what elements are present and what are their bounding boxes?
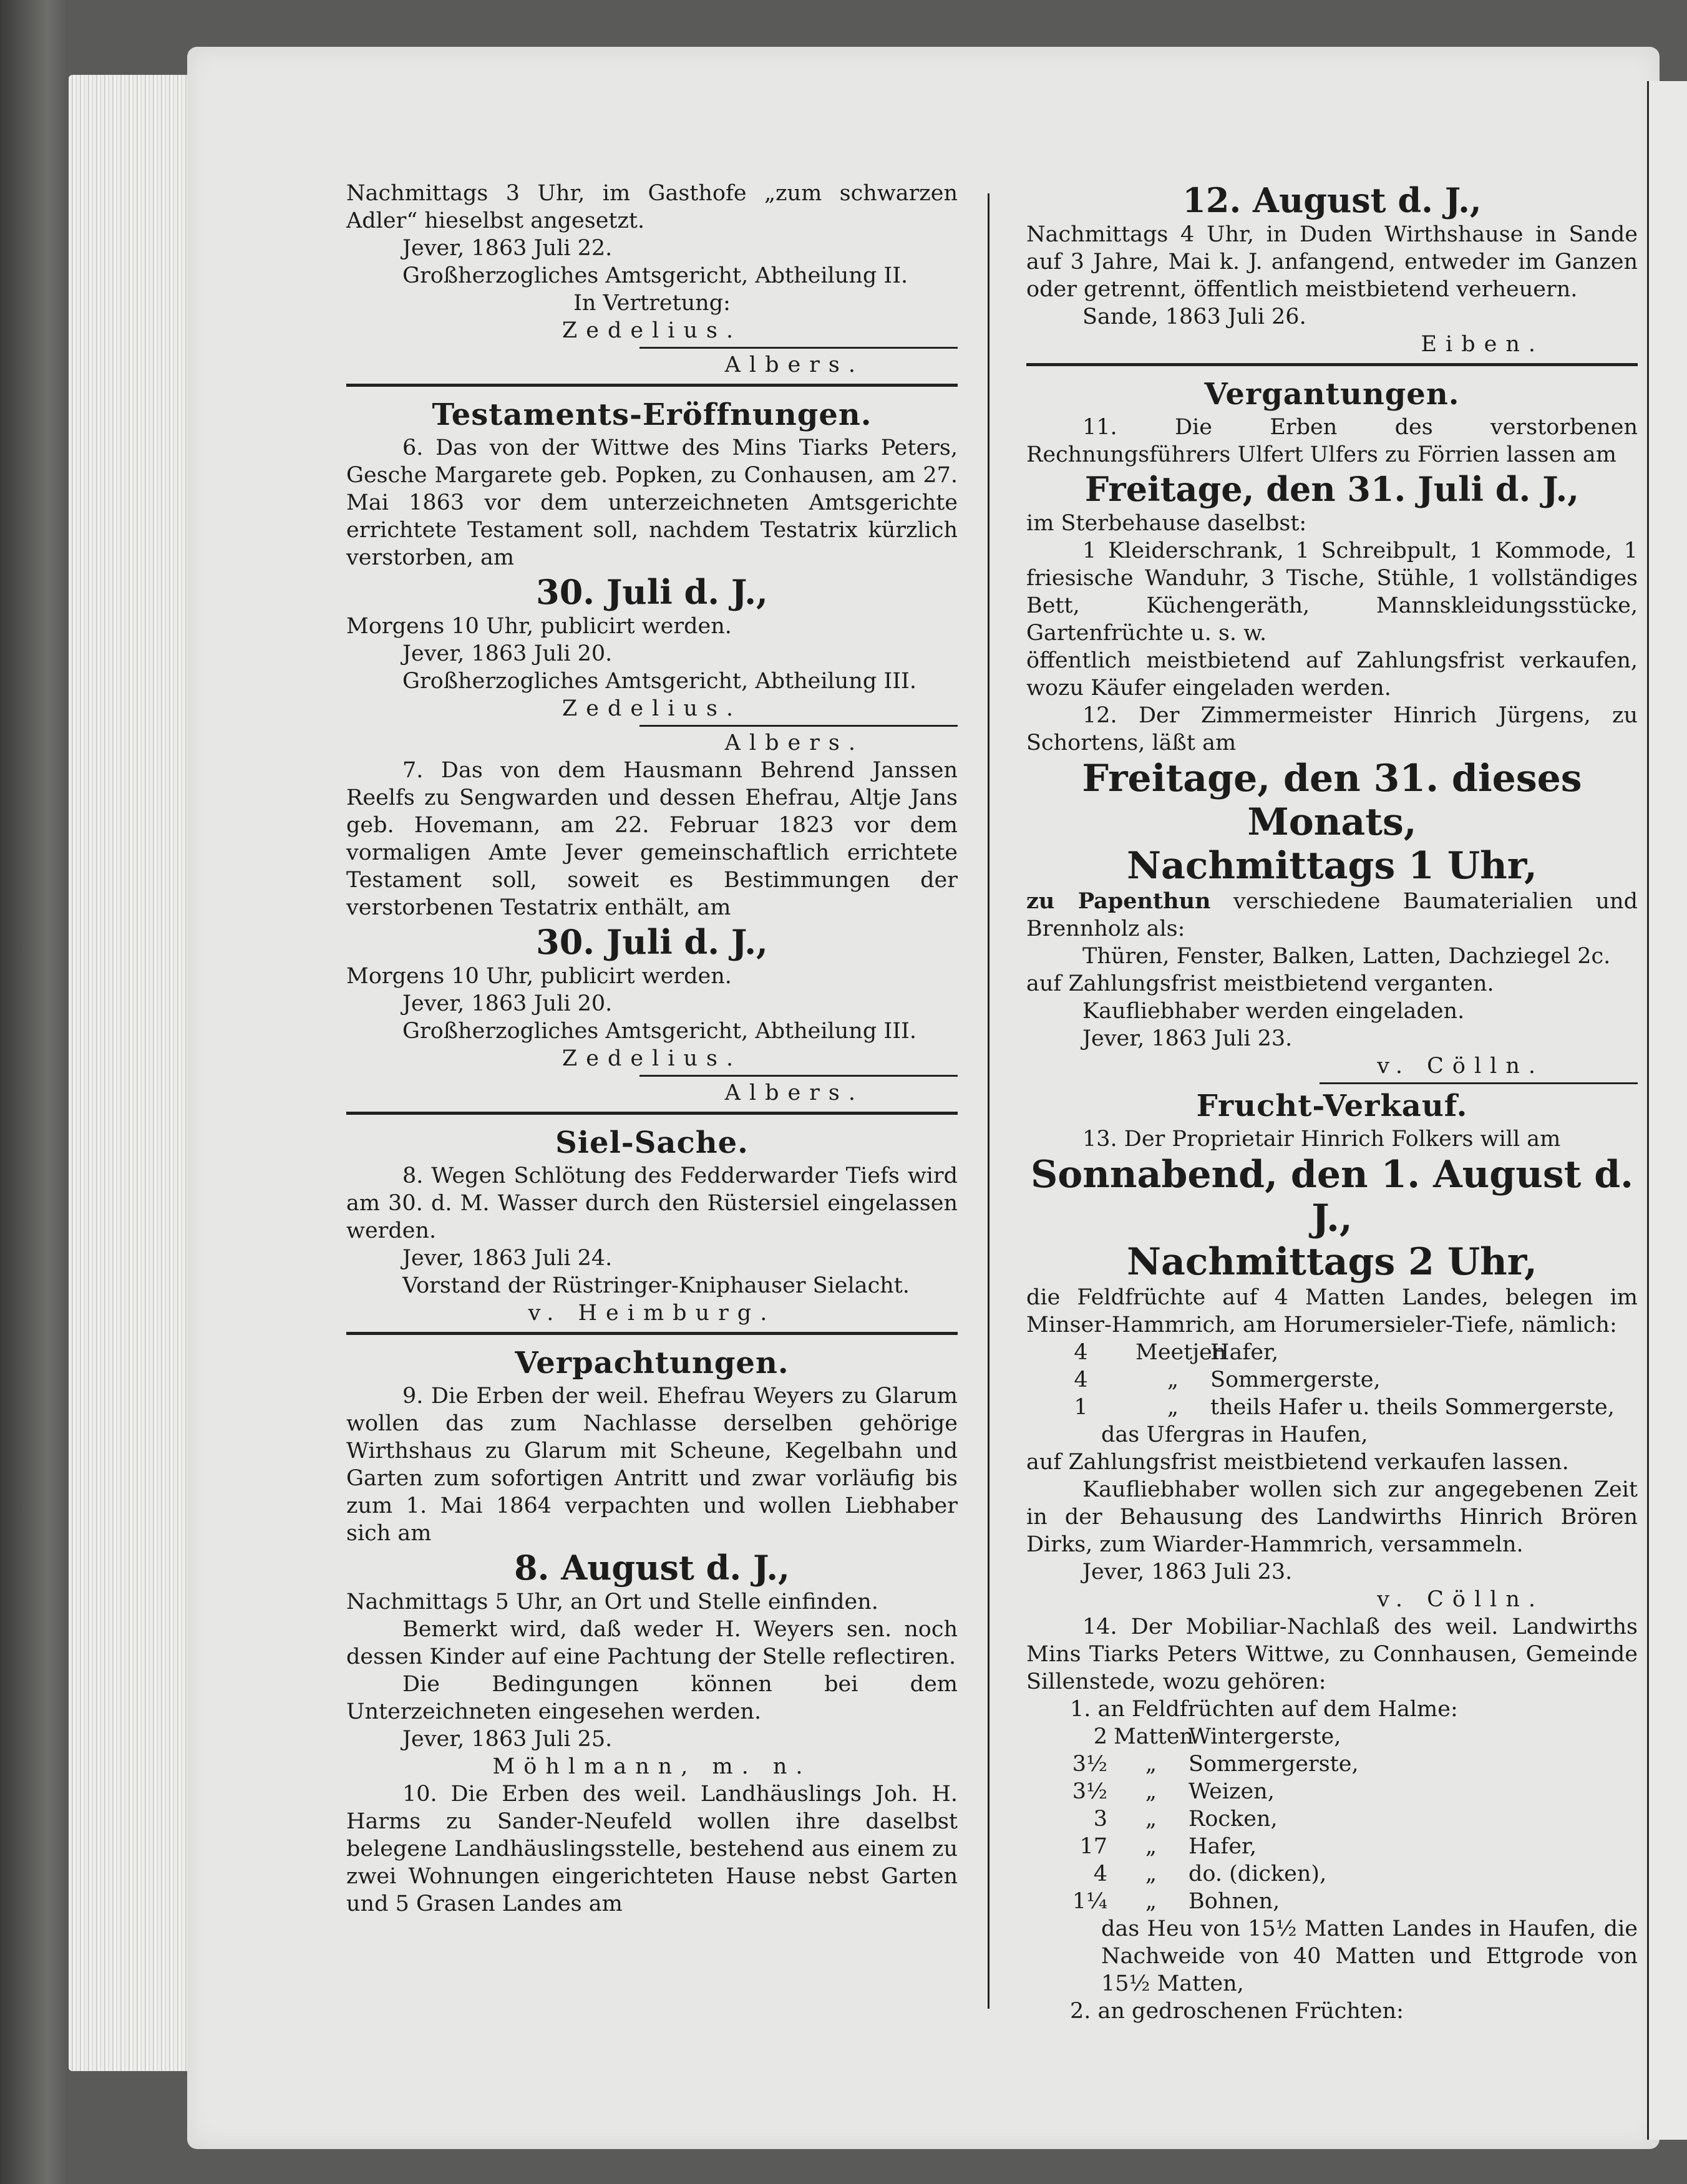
list-text: Sommergerste,: [1210, 1367, 1381, 1392]
list-unit: Meetjen: [1135, 1340, 1227, 1365]
column-divider: [988, 193, 989, 2009]
notice-9-note: Die Bedingungen können bei dem Unterzeichneten eingesehen werden.: [346, 1672, 958, 1724]
notice-14-subheading: 1. an Feldfrüchten auf dem Halme:: [1070, 1697, 1458, 1722]
right-column: [1026, 180, 1638, 2025]
notice-8-text: 8. Wegen Schlötung des Fedderwarder Tiefs wird am 30. d. M. Wasser durch den Rüstersiel eingelassen werden.: [346, 1163, 958, 1243]
dateline: Jever, 1863 Juli 22.: [402, 236, 613, 261]
list-item: [1026, 1723, 1638, 1750]
notice-7-date-display: 30. Juli d. J.,: [536, 922, 768, 962]
notice-14-text: 14. Der Mobiliar-Nachlaß des weil. Landwirths Mins Tiarks Peters Wittwe, zu Connhausen, Gemeinde Sillenstede, wozu gehören:: [1026, 1614, 1638, 1694]
list-item: [1026, 1778, 1638, 1805]
list-qty: 3½: [1072, 1752, 1107, 1777]
list-item: [1026, 1888, 1638, 1915]
dateline: Jever, 1863 Juli 23.: [1082, 1560, 1293, 1585]
list-text: Hafer,: [1210, 1340, 1279, 1365]
signature: Zedelius.: [562, 696, 742, 721]
dateline: Jever, 1863 Juli 20.: [402, 641, 613, 666]
list-text: Wintergerste,: [1189, 1724, 1341, 1749]
notice-12-after: auf Zahlungsfrist meistbietend verganten.: [1026, 971, 1494, 996]
dateline: Jever, 1863 Juli 23.: [1082, 1026, 1293, 1051]
signature: Zedelius.: [562, 1046, 742, 1071]
list-item: [1026, 1750, 1638, 1778]
signature: v. Cölln.: [1377, 1587, 1544, 1612]
signature: Albers.: [724, 730, 864, 755]
notice-11-place: im Sterbehause daselbst:: [1026, 511, 1307, 536]
left-column: [346, 180, 958, 1918]
section-heading-verpachtungen: Verpachtungen.: [515, 1346, 789, 1381]
list-unit: „: [1145, 1807, 1157, 1832]
list-qty: 4: [1074, 1340, 1088, 1365]
notice-9-note: Bemerkt wird, daß weder H. Weyers sen. noch dessen Kinder auf eine Pachtung der Stelle reflectiren.: [346, 1617, 958, 1669]
notice-6-date-display: 30. Juli d. J.,: [536, 572, 768, 612]
notice-12-place-name: zu Papenthun: [1026, 888, 1211, 914]
section-rule: [346, 384, 958, 387]
list-unit: „: [1145, 1779, 1157, 1804]
top-date-display: 12. August d. J.,: [1182, 180, 1482, 220]
dateline: Jever, 1863 Juli 25.: [402, 1727, 613, 1752]
notice-7-time: Morgens 10 Uhr, publicirt werden.: [346, 964, 732, 989]
signature: Zedelius.: [562, 318, 742, 343]
list-unit: „: [1167, 1395, 1179, 1420]
notice-13-date-display: Sonnabend, den 1. August d. J.,: [1030, 1153, 1634, 1240]
section-rule: [346, 1112, 958, 1115]
list-item: [1026, 1339, 1638, 1366]
signature: Albers.: [724, 352, 864, 377]
list-item: [1026, 1860, 1638, 1888]
rule: [639, 1075, 958, 1077]
facing-page-edge: [1647, 81, 1687, 2140]
list-unit: „: [1145, 1861, 1157, 1886]
signature: Albers.: [724, 1080, 864, 1105]
list-qty: 17: [1079, 1834, 1107, 1859]
notice-6-time: Morgens 10 Uhr, publicirt werden.: [346, 614, 732, 639]
court-name: Großherzogliches Amtsgericht, Abtheilung II.: [402, 263, 908, 288]
notice-9-time: Nachmittags 5 Uhr, an Ort und Stelle einfinden.: [346, 1589, 878, 1614]
court-name: Großherzogliches Amtsgericht, Abtheilung III.: [402, 669, 916, 694]
notice-12-text: 12. Der Zimmermeister Hinrich Jürgens, zu Schortens, läßt am: [1026, 703, 1638, 755]
section-rule: [1026, 363, 1638, 366]
continuation-text: Nachmittags 3 Uhr, im Gasthofe „zum schwarzen Adler“ hieselbst angesetzt.: [346, 181, 958, 233]
notice-11-items: 1 Kleiderschrank, 1 Schreibpult, 1 Kommode, 1 friesische Wanduhr, 3 Tische, Stühle, 1 vollständiges Bett, Küchengeräth, Mannskleidungsstücke, Gartenfrüchte u. s. w.: [1026, 538, 1638, 646]
notice-14-subheading: 2. an gedroschenen Früchten:: [1070, 1999, 1404, 2024]
notice-12-items: Thüren, Fenster, Balken, Latten, Dachziegel 2c.: [1082, 944, 1611, 969]
notice-6-text: 6. Das von der Wittwe des Mins Tiarks Peters, Gesche Margarete geb. Popken, zu Conhausen, am 27. Mai 1863 vor dem unterzeichneten Amtsgerichte errichtete Testament soll, nachdem Testatrix kürzlich verstorben, am: [346, 435, 958, 570]
notice-7-text: 7. Das von dem Hausmann Behrend Janssen Reelfs zu Sengwarden und dessen Ehefrau, Altje Jans geb. Hovemann, am 22. Februar 1823 vor dem vormaligen Amte Jever gemeinschaftlich errichtete Testament soll, soweit es Bestimmungen der verstorbenen Testatrix enthält, am: [346, 758, 958, 920]
list-unit: Matten: [1114, 1724, 1194, 1749]
notice-11-after: öffentlich meistbietend auf Zahlungsfrist verkaufen, wozu Käufer eingeladen werden.: [1026, 648, 1638, 701]
list-text: Bohnen,: [1189, 1889, 1280, 1914]
list-unit: „: [1145, 1752, 1157, 1777]
list-unit: „: [1145, 1889, 1157, 1914]
list-text: theils Hafer u. theils Sommergerste,: [1210, 1395, 1615, 1420]
court-name: Großherzogliches Amtsgericht, Abtheilung III.: [402, 1019, 916, 1044]
list-item: [1026, 1833, 1638, 1860]
list-text: do. (dicken),: [1189, 1861, 1327, 1886]
list-unit: „: [1145, 1834, 1157, 1859]
list-qty: 4: [1074, 1367, 1088, 1392]
notice-12-place: [1026, 888, 1638, 943]
signature: v. Heimburg.: [528, 1301, 776, 1326]
notice-12-buyers: Kaufliebhaber werden eingeladen.: [1082, 999, 1465, 1024]
notice-12-date-display: Freitage, den 31. dieses Monats,: [1082, 757, 1582, 844]
list-extra: das Ufergras in Haufen,: [1101, 1422, 1368, 1447]
rule: [1320, 1082, 1638, 1084]
list-item: [1026, 1366, 1638, 1394]
signature: Eiben.: [1421, 332, 1544, 357]
notice-11-text: 11. Die Erben des verstorbenen Rechnungsführers Ulfert Ulfers zu Förrien lassen am: [1026, 415, 1638, 467]
list-qty: 1¼: [1072, 1889, 1107, 1914]
list-unit: „: [1167, 1367, 1179, 1392]
continuation-text: Nachmittags 4 Uhr, in Duden Wirthshause in Sande auf 3 Jahre, Mai k. J. anfangend, entweder im Ganzen oder getrennt, öffentlich meistbietend verheuern.: [1026, 222, 1638, 302]
notice-10-text: 10. Die Erben des weil. Landhäuslings Joh. H. Harms zu Sander-Neufeld wollen ihre daselbst belegene Landhäuslingsstelle, bestehend aus einem zu zwei Wohnungen eingerichteten Hause nebst Garten und 5 Grasen Landes am: [346, 1782, 958, 1916]
notice-13-after: auf Zahlungsfrist meistbietend verkaufen lassen.: [1026, 1450, 1569, 1475]
list-qty: 2: [1093, 1724, 1107, 1749]
list-text: Hafer,: [1189, 1834, 1257, 1859]
notice-11-date-display: Freitage, den 31. Juli d. J.,: [1084, 469, 1580, 509]
book-binding: [0, 0, 69, 2184]
notice-12-place-rest: verschiedene Baumaterialien und Brennholz als:: [1026, 889, 1638, 941]
list-item: [1026, 1805, 1638, 1833]
notice-13-buyers: Kaufliebhaber wollen sich zur angegebenen Zeit in der Behausung des Landwirths Hinrich Brören Dirks, zum Wiarder-Hammrich, versammeln.: [1026, 1477, 1638, 1557]
dateline: Jever, 1863 Juli 20.: [402, 991, 613, 1016]
rule: [639, 725, 958, 727]
list-text: Sommergerste,: [1189, 1752, 1359, 1777]
list-qty: 3½: [1072, 1779, 1107, 1804]
notice-14-hay: das Heu von 15½ Matten Landes in Haufen, die Nachweide von 40 Matten und Ettgrode von 15½ Matten,: [1101, 1916, 1638, 1996]
notice-12-time-display: Nachmittags 1 Uhr,: [1127, 844, 1537, 888]
list-text: Rocken,: [1189, 1807, 1278, 1832]
signature: v. Cölln.: [1377, 1054, 1544, 1079]
section-rule: [346, 1332, 958, 1335]
section-heading-testaments: Testaments-Eröffnungen.: [432, 397, 872, 432]
notice-13-time-display: Nachmittags 2 Uhr,: [1127, 1240, 1537, 1284]
section-heading-frucht: Frucht-Verkauf.: [1196, 1089, 1468, 1124]
signature: Möhlmann, m. n.: [492, 1754, 812, 1779]
notice-13-fields: die Feldfrüchte auf 4 Matten Landes, belegen im Minser-Hammrich, am Horumersieler-Tiefe, nämlich:: [1026, 1285, 1638, 1337]
dateline: Sande, 1863 Juli 26.: [1082, 304, 1306, 329]
list-item: [1026, 1394, 1638, 1421]
section-heading-siel: Siel-Sache.: [555, 1125, 749, 1160]
vertretung-label: In Vertretung:: [573, 291, 731, 316]
list-qty: 4: [1093, 1861, 1107, 1886]
organisation: Vorstand der Rüstringer-Kniphauser Sielacht.: [402, 1273, 910, 1298]
notice-13-text: 13. Der Proprietair Hinrich Folkers will am: [1082, 1127, 1561, 1152]
notice-9-date-display: 8. August d. J.,: [514, 1548, 790, 1588]
dateline: Jever, 1863 Juli 24.: [402, 1246, 613, 1271]
rule: [639, 347, 958, 349]
section-heading-vergantungen: Vergantungen.: [1204, 377, 1460, 412]
list-qty: 3: [1093, 1807, 1107, 1832]
notice-9-text: 9. Die Erben der weil. Ehefrau Weyers zu Glarum wollen das zum Nachlasse derselben gehörige Wirthshaus zu Glarum mit Scheune, Kegelbahn und Garten zum sofortigen Antritt und zwar vorläufig bis zum 1. Mai 1864 verpachten und wollen Liebhaber sich am: [346, 1384, 958, 1546]
list-qty: 1: [1074, 1395, 1088, 1420]
list-text: Weizen,: [1189, 1779, 1275, 1804]
